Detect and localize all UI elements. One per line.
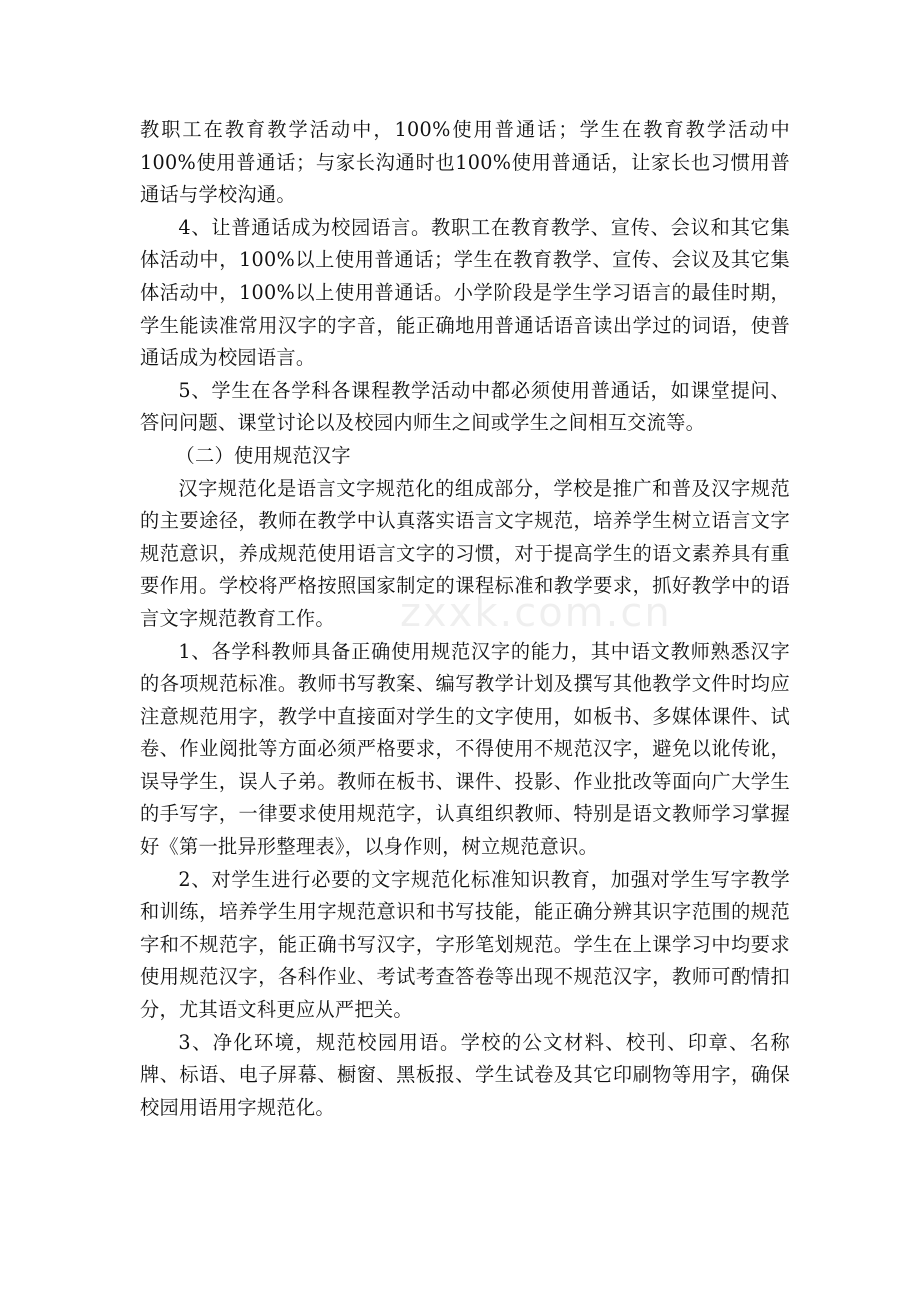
paragraph-item-4: 4、让普通话成为校园语言。教职工在教育教学、宣传、会议和其它集体活动中，100%以上使用普通话；学生在教育教学、宣传、会议及其它集体活动中，100%以上使用普通话。小学阶段是学生学习语言的最佳时期，学生能读准常用汉字的字音，能正确地用普通话语音读出学过的词语，使普通话成为校园语言。 (140, 215, 790, 370)
paragraph-item-3: 3、净化环境，规范校园用语。学校的公文材料、校刊、印章、名称牌、标语、电子屏幕、橱窗、黑板报、学生试卷及其它印刷物等用字，确保校园用语用字规范化。 (140, 1030, 790, 1119)
document-body (140, 114, 790, 1124)
paragraph-continuation: 教职工在教育教学活动中，100%使用普通话；学生在教育教学活动中100%使用普通话；与家长沟通时也100%使用普通话，让家长也习惯用普通话与学校沟通。 (140, 118, 790, 207)
paragraph-item-2: 2、对学生进行必要的文字规范化标准知识教育，加强对学生写字教学和训练，培养学生用字规范意识和书写技能，能正确分辨其识字范围的规范字和不规范字，能正确书写汉字，字形笔划规范。学生在上课学习中均要求使用规范汉字，各科作业、考试考查答卷等出现不规范汉字，教师可酌情扣分，尤其语文科更应从严把关。 (140, 867, 790, 1022)
watermark: zxxk.com.cn (400, 590, 672, 636)
section-heading: （二）使用规范汉字 (175, 443, 351, 467)
paragraph-item-1: 1、各学科教师具备正确使用规范汉字的能力，其中语文教师熟悉汉字的各项规范标准。教师书写教案、编写教学计划及撰写其他教学文件时均应注意规范用字，教学中直接面对学生的文字使用，如板书、多媒体课件、试卷、作业阅批等方面必须严格要求，不得使用不规范汉字，避免以讹传讹，误导学生，误人子弟。教师在板书、课件、投影、作业批改等面向广大学生的手写字，一律要求使用规范字，认真组织教师、特别是语文教师学习掌握好《第一批异形整理表》，以身作则，树立规范意识。 (140, 639, 790, 859)
paragraph-item-5: 5、学生在各学科各课程教学活动中都必须使用普通话，如课堂提问、答问问题、课堂讨论以及校园内师生之间或学生之间相互交流等。 (140, 378, 790, 435)
paragraph-intro: 汉字规范化是语言文字规范化的组成部分，学校是推广和普及汉字规范的主要途径，教师在教学中认真落实语言文字规范，培养学生树立语言文字规范意识，养成规范使用语言文字的习惯，对于提高学生的语文素养具有重要作用。学校将严格按照国家制定的课程标准和教学要求，抓好教学中的语言文字规范教育工作。 (140, 476, 790, 630)
